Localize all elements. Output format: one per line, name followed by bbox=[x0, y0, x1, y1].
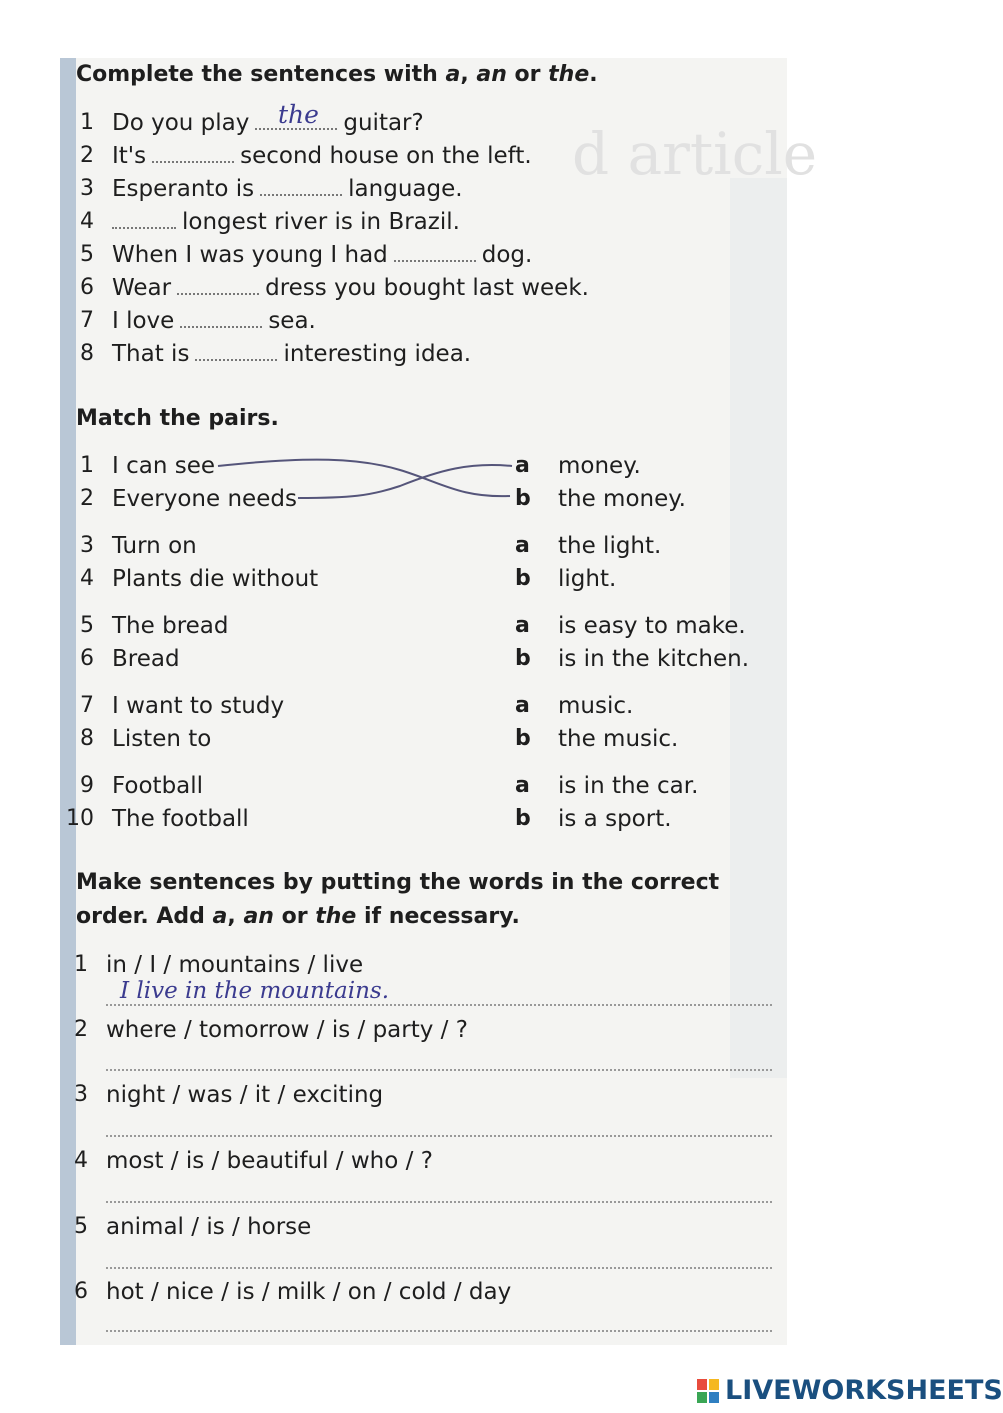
sentence-6: Wear dress you bought last week. bbox=[112, 275, 589, 301]
exercise1-heading: Complete the sentences with a, an or the. bbox=[76, 62, 598, 87]
match-left-10[interactable]: The football bbox=[112, 806, 249, 832]
match-left-1[interactable]: I can see bbox=[112, 453, 216, 479]
item-number: 10 bbox=[66, 806, 94, 831]
exercise3-heading-line2: order. Add a, an or the if necessary. bbox=[76, 904, 520, 929]
sentence-8: That is interesting idea. bbox=[112, 341, 472, 367]
option-letter: b bbox=[515, 646, 531, 671]
match-left-4[interactable]: Plants die without bbox=[112, 566, 319, 592]
answer-line[interactable] bbox=[106, 1135, 772, 1137]
sentence-1: Do you play guitar? bbox=[112, 110, 424, 136]
exercise3-heading-line1: Make sentences by putting the words in the correct bbox=[76, 870, 720, 895]
match-right-5a[interactable]: is in the car. bbox=[558, 773, 699, 799]
option-letter: a bbox=[515, 693, 530, 718]
match-right-1b[interactable]: the money. bbox=[558, 486, 686, 512]
worksheet-page bbox=[60, 58, 818, 1345]
match-right-3b[interactable]: is in the kitchen. bbox=[558, 646, 750, 672]
item-number: 6 bbox=[74, 1279, 88, 1304]
match-left-6[interactable]: Bread bbox=[112, 646, 180, 672]
answer-line[interactable] bbox=[106, 1201, 772, 1203]
item-number: 2 bbox=[80, 143, 94, 168]
sentence-3: Esperanto is language. bbox=[112, 176, 463, 202]
item-number: 4 bbox=[80, 566, 94, 591]
liveworksheets-logo-icon bbox=[697, 1379, 719, 1403]
liveworksheets-logo-text[interactable]: LIVEWORKSHEETS bbox=[725, 1375, 1003, 1406]
item-number: 4 bbox=[74, 1148, 88, 1173]
item-number: 7 bbox=[80, 693, 94, 718]
match-right-2a[interactable]: the light. bbox=[558, 533, 662, 559]
match-right-1a[interactable]: money. bbox=[558, 453, 641, 479]
word-prompt-1: in / I / mountains / live bbox=[106, 952, 364, 978]
item-number: 3 bbox=[74, 1082, 88, 1107]
sentence-4: longest river is in Brazil. bbox=[106, 211, 460, 234]
match-line-2-a bbox=[298, 465, 512, 498]
option-letter: a bbox=[515, 773, 530, 798]
word-prompt-3: night / was / it / exciting bbox=[106, 1082, 384, 1108]
match-left-7[interactable]: I want to study bbox=[112, 693, 285, 719]
answer-line[interactable] bbox=[106, 1069, 772, 1071]
item-number: 7 bbox=[80, 308, 94, 333]
match-right-4b[interactable]: the music. bbox=[558, 726, 679, 752]
answer-line[interactable] bbox=[106, 1004, 772, 1006]
option-letter: a bbox=[515, 533, 530, 558]
answer-line[interactable] bbox=[106, 1267, 772, 1269]
match-right-5b[interactable]: is a sport. bbox=[558, 806, 672, 832]
word-prompt-2: where / tomorrow / is / party / ? bbox=[106, 1017, 468, 1043]
handwritten-answer: I live in the mountains. bbox=[120, 978, 390, 1004]
item-number: 1 bbox=[74, 952, 88, 977]
option-letter: a bbox=[515, 613, 530, 638]
match-line-1-b bbox=[218, 460, 510, 497]
item-number: 8 bbox=[80, 341, 94, 366]
exercise2-heading: Match the pairs. bbox=[76, 406, 279, 431]
item-number: 4 bbox=[80, 209, 94, 234]
match-left-9[interactable]: Football bbox=[112, 773, 204, 799]
match-left-3[interactable]: Turn on bbox=[112, 533, 197, 559]
word-prompt-5: animal / is / horse bbox=[106, 1214, 312, 1240]
item-number: 8 bbox=[80, 726, 94, 751]
item-number: 5 bbox=[80, 613, 94, 638]
item-number: 3 bbox=[80, 176, 94, 201]
handwritten-answer: the bbox=[278, 100, 319, 129]
word-prompt-4: most / is / beautiful / who / ? bbox=[106, 1148, 433, 1174]
option-letter: b bbox=[515, 566, 531, 591]
option-letter: b bbox=[515, 726, 531, 751]
option-letter: b bbox=[515, 486, 531, 511]
item-number: 3 bbox=[80, 533, 94, 558]
item-number: 6 bbox=[80, 646, 94, 671]
option-letter: a bbox=[515, 453, 530, 478]
match-right-4a[interactable]: music. bbox=[558, 693, 634, 719]
match-left-2[interactable]: Everyone needs bbox=[112, 486, 297, 512]
item-number: 9 bbox=[80, 773, 94, 798]
item-number: 1 bbox=[80, 453, 94, 478]
match-left-5[interactable]: The bread bbox=[112, 613, 229, 639]
sentence-5: When I was young I had dog. bbox=[112, 242, 533, 268]
item-number: 5 bbox=[80, 242, 94, 267]
word-prompt-6: hot / nice / is / milk / on / cold / day bbox=[106, 1279, 512, 1305]
item-number: 5 bbox=[74, 1214, 88, 1239]
item-number: 6 bbox=[80, 275, 94, 300]
item-number: 2 bbox=[80, 486, 94, 511]
sentence-7: I love sea. bbox=[112, 308, 316, 334]
match-right-2b[interactable]: light. bbox=[558, 566, 617, 592]
option-letter: b bbox=[515, 806, 531, 831]
answer-line[interactable] bbox=[106, 1330, 772, 1332]
sentence-2: It's second house on the left. bbox=[112, 143, 532, 169]
item-number: 2 bbox=[74, 1017, 88, 1042]
match-left-8[interactable]: Listen to bbox=[112, 726, 212, 752]
match-right-3a[interactable]: is easy to make. bbox=[558, 613, 746, 639]
item-number: 1 bbox=[80, 110, 94, 135]
background-title: d article bbox=[572, 120, 818, 188]
matching-lines bbox=[60, 58, 787, 558]
